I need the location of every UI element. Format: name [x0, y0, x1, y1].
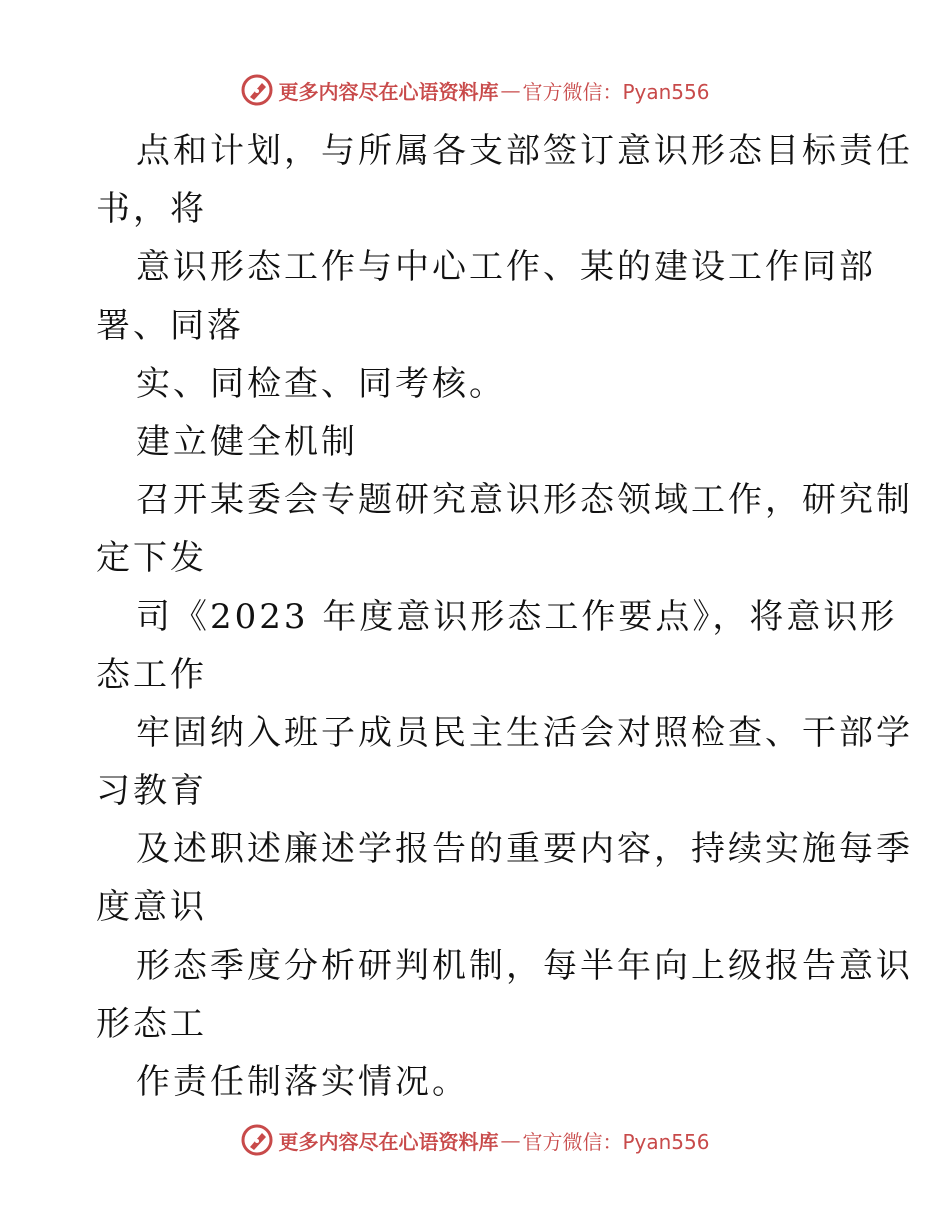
header-main-text: 更多内容尽在心语资料库: [278, 79, 499, 104]
footer-main-text: 更多内容尽在心语资料库: [278, 1129, 499, 1154]
header-sub-text: 官方微信：Pyan556: [522, 79, 710, 104]
section-heading: 建立健全机制: [136, 421, 358, 462]
header-dash: —: [500, 78, 521, 102]
body-line: 度意识: [96, 887, 207, 928]
pen-nib-logo-icon: [240, 1123, 274, 1157]
body-line: 习教育: [96, 771, 207, 812]
body-line: 定下发: [96, 538, 207, 579]
body-line: 点和计划，与所属各支部签订意识形态目标责任: [136, 131, 913, 171]
pen-nib-logo-icon: [240, 73, 274, 107]
footer-dash: —: [500, 1128, 521, 1152]
body-line: 牢固纳入班子成员民主生活会对照检查、干部学: [136, 712, 913, 753]
body-line: 署、同落: [96, 305, 244, 346]
body-line: 态工作: [96, 654, 207, 695]
body-line: 形态工: [96, 1003, 207, 1044]
body-line: 形态季度分析研判机制，每半年向上级报告意识: [136, 945, 913, 986]
body-line: 司《2023 年度意识形态工作要点》，将意识形: [136, 596, 898, 637]
header-banner: [0, 70, 950, 110]
document-body: [96, 122, 913, 1111]
body-line: 实、同检查、同考核。: [136, 363, 506, 404]
footer-sub-text: 官方微信：Pyan556: [522, 1129, 710, 1154]
body-line: 书，将: [96, 189, 207, 230]
body-line: 及述职述廉述学报告的重要内容，持续实施每季: [136, 829, 913, 870]
footer-banner: [0, 1120, 950, 1160]
body-line: 作责任制落实情况。: [136, 1062, 469, 1102]
body-line: 召开某委会专题研究意识形态领域工作，研究制: [136, 480, 913, 521]
body-line: 意识形态工作与中心工作、某的建设工作同部: [136, 247, 876, 288]
